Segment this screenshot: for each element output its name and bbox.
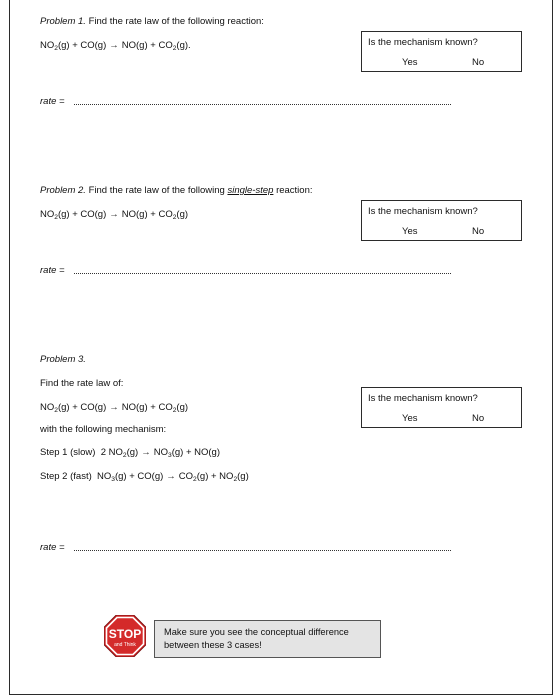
problem3-rate-answer-line[interactable] <box>74 550 451 551</box>
problem2-rate-answer-line[interactable] <box>74 273 451 274</box>
problem1-prompt <box>40 16 264 27</box>
mechanism-question: Is the mechanism known? <box>368 37 478 48</box>
mechanism-box-1 <box>361 31 522 72</box>
problem2-prompt: Problem 2. Find the rate law of the following single-step reaction: <box>40 185 313 196</box>
problem1-prompt-text: Find the rate law of the following reaction: <box>88 16 264 27</box>
problem3-equation: $NO_2(g) + CO(g) \to NO(g) + CO_2(g)$ <box>40 402 189 414</box>
stop-sign-subtext: and Think <box>114 642 136 648</box>
mechanism-step2: Step 2 (fast) $NO_3(g) + CO(g) \to CO_2(g) + NO_2(g)$ <box>40 471 249 483</box>
note-line-2: between these 3 cases! <box>164 640 262 650</box>
mechanism-no-option[interactable]: No <box>472 226 485 237</box>
step2-label: Step 2 (fast) <box>40 471 92 482</box>
mechanism-no-option[interactable]: No <box>472 413 485 424</box>
arrow-icon: → <box>109 40 119 51</box>
mechanism-yes-option[interactable]: Yes <box>402 413 418 424</box>
mechanism-question: Is the mechanism known? <box>368 206 478 217</box>
conceptual-note-box <box>154 620 381 658</box>
arrow-icon: → <box>109 402 119 413</box>
mechanism-box-2 <box>361 200 522 241</box>
mechanism-question: Is the mechanism known? <box>368 393 478 404</box>
problem2-equation: $NO_2(g) + CO(g) \to NO(g) + CO_2(g)$ <box>40 209 189 221</box>
arrow-icon: → <box>141 447 151 458</box>
problem2-heading: Problem 2. <box>40 185 86 196</box>
problem3-prompt: Find the rate law of: <box>40 378 124 389</box>
arrow-icon: → <box>109 209 119 220</box>
stop-sign-text: STOP <box>108 627 142 641</box>
stop-sign-icon <box>104 615 146 657</box>
mechanism-yes-option[interactable]: Yes <box>402 57 418 68</box>
step1-label: Step 1 (slow) <box>40 447 96 458</box>
arrow-icon: → <box>166 471 176 482</box>
mechanism-step1: Step 1 (slow) 2 $NO_2(g) \to NO_3(g) + NO(g)$ <box>40 447 220 459</box>
problem1-equation: $NO_2(g) + CO(g) \to NO(g) + CO_2(g)$. <box>40 40 191 52</box>
mechanism-yes-option[interactable]: Yes <box>402 226 418 237</box>
mechanism-no-option[interactable]: No <box>472 57 485 68</box>
problem1-heading: Problem 1. <box>40 16 86 27</box>
problem1-rate-label: rate = <box>40 96 65 107</box>
problem3-rate-label: rate = <box>40 542 65 553</box>
single-step-emphasis: single-step <box>227 185 274 196</box>
mechanism-box-3 <box>361 387 522 428</box>
mechanism-intro: with the following mechanism: <box>40 424 167 435</box>
note-line-1: Make sure you see the conceptual difference <box>164 627 349 637</box>
problem3-heading: Problem 3. <box>40 354 86 365</box>
problem1-rate-answer-line[interactable] <box>74 104 451 105</box>
problem2-rate-label: rate = <box>40 265 65 276</box>
